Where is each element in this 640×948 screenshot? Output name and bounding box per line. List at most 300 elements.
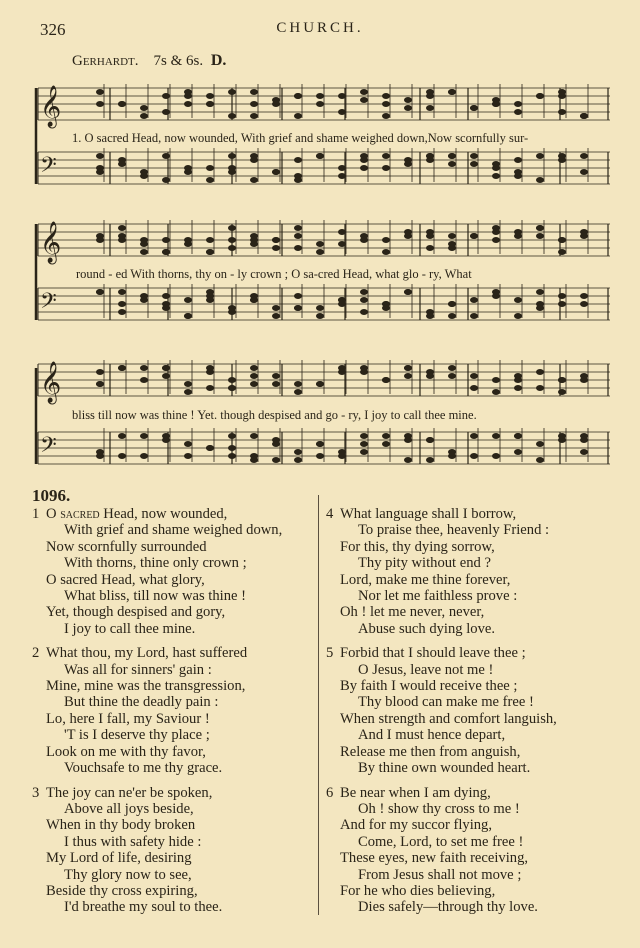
note-head <box>96 165 104 171</box>
note-head <box>514 157 522 163</box>
note-head <box>514 109 522 115</box>
stanza-text: Be near when I am dying, <box>340 784 491 801</box>
note-head <box>228 445 236 451</box>
note-head <box>360 441 368 447</box>
note-head <box>250 101 258 107</box>
stanza-text: Vouchsafe to me thy grace. <box>64 760 223 777</box>
stanza-text: And I must hence depart, <box>358 727 506 744</box>
note-head <box>558 249 566 255</box>
note-head <box>316 241 324 247</box>
stanza-line <box>326 662 557 678</box>
stanza-line <box>326 678 557 694</box>
note-head <box>580 153 588 159</box>
note-head <box>360 153 368 159</box>
note-head <box>118 301 126 307</box>
stanza-text: Abuse such dying love. <box>358 620 496 637</box>
note-head <box>448 89 456 95</box>
note-head <box>162 237 170 243</box>
note-head <box>140 113 148 119</box>
treble-clef: 𝄞 <box>40 222 62 263</box>
note-head <box>492 237 500 243</box>
note-head <box>382 237 390 243</box>
stanza-text: O sacred Head, what glory, <box>46 571 205 588</box>
note-head <box>382 377 390 383</box>
note-head <box>206 165 214 171</box>
stanza-line <box>32 522 282 538</box>
stanza <box>32 506 282 637</box>
note-head <box>228 245 236 251</box>
stanza-line <box>326 506 557 522</box>
note-head <box>228 113 236 119</box>
note-head <box>228 237 236 243</box>
running-head: CHURCH. <box>276 20 364 36</box>
note-head <box>228 433 236 439</box>
note-head <box>470 161 478 167</box>
note-head <box>272 313 280 319</box>
stanza <box>326 506 557 637</box>
stanza-line <box>326 760 557 776</box>
note-head <box>338 301 346 307</box>
stanza-number: 2 <box>32 645 40 662</box>
note-head <box>96 449 104 455</box>
note-head <box>426 309 434 315</box>
note-head <box>536 301 544 307</box>
stanza-text: My Lord of life, desiring <box>46 850 192 867</box>
stanza-text: But thine the deadly pain : <box>64 694 219 711</box>
stanza-line <box>32 711 282 727</box>
note-head <box>118 453 126 459</box>
note-head <box>558 389 566 395</box>
note-head <box>448 301 456 307</box>
note-head <box>118 225 126 231</box>
stanza-line <box>326 555 557 571</box>
note-head <box>580 437 588 443</box>
note-head <box>338 449 346 455</box>
stanza-text: Oh ! show thy cross to me ! <box>358 800 520 817</box>
bass-clef: 𝄢 <box>40 433 57 463</box>
note-head <box>250 457 258 463</box>
note-head <box>228 225 236 231</box>
stanza-line <box>326 850 557 866</box>
note-head <box>206 93 214 99</box>
note-head <box>272 169 280 175</box>
note-head <box>206 101 214 107</box>
note-head <box>228 153 236 159</box>
note-head <box>206 385 214 391</box>
stanza-text: O Jesus, leave not me ! <box>358 661 494 678</box>
note-head <box>470 453 478 459</box>
note-head <box>294 233 302 239</box>
stanza-text: From Jesus shall not move ; <box>358 866 522 883</box>
note-head <box>228 305 236 311</box>
stanza-text: Lo, here I fall, my Saviour ! <box>46 710 210 727</box>
stanza-line <box>326 867 557 883</box>
stanza-line <box>32 506 282 522</box>
note-head <box>382 249 390 255</box>
note-head <box>470 297 478 303</box>
note-head <box>162 249 170 255</box>
column-divider <box>318 495 319 915</box>
note-head <box>580 229 588 235</box>
note-head <box>558 377 566 383</box>
stanza-line <box>326 572 557 588</box>
note-head <box>492 433 500 439</box>
note-head <box>404 161 412 167</box>
note-head <box>250 177 258 183</box>
note-head <box>558 157 566 163</box>
note-head <box>382 165 390 171</box>
stanza-line <box>32 727 282 743</box>
note-head <box>140 249 148 255</box>
note-head <box>360 97 368 103</box>
note-head <box>250 89 258 95</box>
stanza-line <box>326 801 557 817</box>
note-head <box>294 157 302 163</box>
stanza-text: Forbid that I should leave thee ; <box>340 645 526 662</box>
stanza-text: The joy can ne'er be spoken, <box>46 784 213 801</box>
stanza-text: Thy blood can make me free ! <box>358 694 534 711</box>
note-head <box>492 389 500 395</box>
note-head <box>514 385 522 391</box>
note-head <box>514 101 522 107</box>
stanza-text: For this, thy dying sorrow, <box>340 538 495 555</box>
note-head <box>426 153 434 159</box>
note-head <box>470 385 478 391</box>
note-head <box>558 93 566 99</box>
note-head <box>294 457 302 463</box>
note-head <box>162 177 170 183</box>
stanza-line <box>32 678 282 694</box>
note-head <box>404 457 412 463</box>
stanza <box>32 785 282 916</box>
note-head <box>272 245 280 251</box>
note-head <box>118 289 126 295</box>
stanza-text: Oh ! let me never, never, <box>340 604 485 621</box>
stanza-text: Now scornfully surrounded <box>46 538 207 555</box>
note-head <box>448 153 456 159</box>
note-head <box>162 293 170 299</box>
note-head <box>206 445 214 451</box>
note-head <box>404 433 412 439</box>
note-head <box>184 165 192 171</box>
note-head <box>294 381 302 387</box>
note-head <box>448 233 456 239</box>
note-head <box>140 365 148 371</box>
note-head <box>580 373 588 379</box>
stanza-text: And for my succor flying, <box>340 817 492 834</box>
note-head <box>558 301 566 307</box>
note-head <box>382 101 390 107</box>
note-head <box>206 293 214 299</box>
stanza-line <box>32 850 282 866</box>
stanza-line <box>326 834 557 850</box>
note-head <box>492 161 500 167</box>
note-head <box>162 433 170 439</box>
stanza-line <box>326 817 557 833</box>
stanza-text: Come, Lord, to set me free ! <box>358 833 524 850</box>
note-head <box>206 177 214 183</box>
note-head <box>426 233 434 239</box>
page-number: 326 <box>40 20 66 39</box>
note-head <box>228 165 236 171</box>
stanza-text: These eyes, new faith receiving, <box>340 850 529 867</box>
stanza-text: Beside thy cross expiring, <box>46 882 198 899</box>
note-head <box>294 293 302 299</box>
stanza-line <box>326 645 557 661</box>
note-head <box>96 369 104 375</box>
note-head <box>294 245 302 251</box>
note-head <box>140 433 148 439</box>
note-head <box>448 313 456 319</box>
note-head <box>536 225 544 231</box>
stanza-line <box>326 785 557 801</box>
note-head <box>316 313 324 319</box>
note-head <box>250 433 258 439</box>
stanza-text: To praise thee, heavenly Friend : <box>358 522 550 539</box>
note-head <box>250 365 258 371</box>
note-head <box>184 101 192 107</box>
note-head <box>338 93 346 99</box>
note-head <box>184 297 192 303</box>
note-head <box>382 305 390 311</box>
note-head <box>316 249 324 255</box>
stanza-number: 6 <box>326 784 334 801</box>
treble-clef: 𝄞 <box>40 362 62 403</box>
note-head <box>272 101 280 107</box>
note-head <box>470 433 478 439</box>
stanza-line <box>326 711 557 727</box>
note-head <box>206 237 214 243</box>
note-head <box>272 381 280 387</box>
note-head <box>536 153 544 159</box>
note-head <box>514 449 522 455</box>
note-head <box>580 169 588 175</box>
stanza-text: Head, now wounded, <box>99 506 228 522</box>
note-head <box>514 377 522 383</box>
note-head <box>580 113 588 119</box>
stanza-line <box>32 645 282 661</box>
stanza-text: O <box>46 506 61 522</box>
stanza-line <box>32 801 282 817</box>
note-head <box>140 237 148 243</box>
stanza-line <box>32 834 282 850</box>
note-head <box>184 389 192 395</box>
note-head <box>228 385 236 391</box>
note-head <box>228 377 236 383</box>
note-head <box>338 165 346 171</box>
stanza-text: Mine, mine was the transgression, <box>46 678 246 695</box>
note-head <box>250 113 258 119</box>
note-head <box>338 241 346 247</box>
note-head <box>492 101 500 107</box>
note-head <box>162 153 170 159</box>
note-head <box>250 373 258 379</box>
note-head <box>536 289 544 295</box>
note-head <box>294 449 302 455</box>
stanza-line <box>326 694 557 710</box>
note-head <box>360 233 368 239</box>
note-head <box>294 389 302 395</box>
note-head <box>118 101 126 107</box>
note-head <box>96 381 104 387</box>
note-head <box>162 109 170 115</box>
note-head <box>184 241 192 247</box>
stanza-text: I thus with safety hide : <box>64 833 202 850</box>
note-head <box>382 113 390 119</box>
bass-clef: 𝄢 <box>40 153 57 183</box>
stanza-line <box>32 694 282 710</box>
note-head <box>448 161 456 167</box>
stanza-line <box>32 817 282 833</box>
note-head <box>96 153 104 159</box>
note-head <box>382 433 390 439</box>
note-head <box>206 249 214 255</box>
stanza-text: With thorns, thine only crown ; <box>64 555 247 572</box>
note-head <box>514 169 522 175</box>
note-head <box>184 381 192 387</box>
note-head <box>140 377 148 383</box>
note-head <box>272 237 280 243</box>
note-head <box>96 289 104 295</box>
note-head <box>272 373 280 379</box>
stanza-line <box>32 621 282 637</box>
note-head <box>404 365 412 371</box>
note-head <box>360 297 368 303</box>
note-head <box>470 105 478 111</box>
stanza-text: sacred <box>60 506 100 522</box>
stanza-line <box>326 744 557 760</box>
note-head <box>118 157 126 163</box>
note-head <box>184 441 192 447</box>
note-head <box>184 93 192 99</box>
stanza-text: What thou, my Lord, hast suffered <box>46 645 248 662</box>
note-head <box>250 297 258 303</box>
note-head <box>470 313 478 319</box>
note-head <box>316 153 324 159</box>
note-head <box>140 293 148 299</box>
note-head <box>514 433 522 439</box>
note-head <box>470 233 478 239</box>
note-head <box>492 229 500 235</box>
stanza-line <box>32 760 282 776</box>
tune-meter: 7s & 6s. <box>153 53 204 69</box>
stanza-text: Thy glory now to see, <box>64 866 192 883</box>
stanza-text: When strength and comfort languish, <box>340 710 557 727</box>
stanza-line <box>32 539 282 555</box>
note-head <box>448 373 456 379</box>
stanza-text: 'T is I deserve thy place ; <box>64 727 210 744</box>
note-head <box>338 365 346 371</box>
stanza-line <box>326 727 557 743</box>
note-head <box>426 105 434 111</box>
note-head <box>404 97 412 103</box>
stanza-line <box>326 621 557 637</box>
note-head <box>514 233 522 239</box>
note-head <box>558 237 566 243</box>
note-head <box>514 313 522 319</box>
stanzas-right-column <box>326 506 557 924</box>
note-head <box>250 381 258 387</box>
note-head <box>558 293 566 299</box>
stanza-line <box>32 899 282 915</box>
note-head <box>558 109 566 115</box>
note-head <box>316 101 324 107</box>
stanza-line <box>32 662 282 678</box>
note-head <box>338 109 346 115</box>
stanza-text: When in thy body broken <box>46 817 196 834</box>
stanza-text: For he who dies believing, <box>340 882 496 899</box>
note-head <box>316 305 324 311</box>
note-head <box>140 105 148 111</box>
stanza-line <box>32 572 282 588</box>
stanza-text: Release me then from anguish, <box>340 743 521 760</box>
note-head <box>360 433 368 439</box>
hymn-number: 1096. <box>32 486 71 505</box>
stanza-text: Look on me with thy favor, <box>46 743 206 760</box>
stanza-line <box>326 883 557 899</box>
note-head <box>294 113 302 119</box>
note-head <box>294 225 302 231</box>
stanza-line <box>326 539 557 555</box>
note-head <box>536 233 544 239</box>
stanza-line <box>326 899 557 915</box>
note-head <box>338 173 346 179</box>
stanza-line <box>326 522 557 538</box>
stanza-text: Thy pity without end ? <box>358 555 491 572</box>
stanza-line <box>32 785 282 801</box>
stanza <box>32 645 282 776</box>
note-head <box>580 301 588 307</box>
music-lyric-line-3: bliss till now was thine ! Yet. though despised and go - ry, I joy to call thee mine. <box>72 408 477 422</box>
note-head <box>96 237 104 243</box>
stanza-text: Was all for sinners' gain : <box>64 661 212 678</box>
note-head <box>184 313 192 319</box>
note-head <box>272 457 280 463</box>
note-head <box>250 153 258 159</box>
note-head <box>558 437 566 443</box>
note-head <box>404 289 412 295</box>
note-head <box>206 365 214 371</box>
stanza-line <box>32 867 282 883</box>
stanza-text: I joy to call thee mine. <box>64 620 196 637</box>
stanza-text: Above all joys beside, <box>64 800 194 817</box>
note-head <box>404 105 412 111</box>
note-head <box>162 93 170 99</box>
treble-clef: 𝄞 <box>40 86 62 127</box>
stanza-number: 3 <box>32 784 40 801</box>
stanza-line <box>326 588 557 604</box>
note-head <box>426 93 434 99</box>
note-head <box>492 377 500 383</box>
note-head <box>228 89 236 95</box>
note-head <box>492 173 500 179</box>
note-head <box>338 229 346 235</box>
stanza-number: 5 <box>326 645 334 662</box>
stanza-number: 4 <box>326 506 334 522</box>
stanza-number: 1 <box>32 506 40 522</box>
stanza-line <box>32 744 282 760</box>
stanza <box>326 785 557 916</box>
note-head <box>536 369 544 375</box>
note-head <box>118 433 126 439</box>
note-head <box>360 449 368 455</box>
stanza-text: With grief and shame weighed down, <box>64 522 283 539</box>
stanza-line <box>32 883 282 899</box>
stanza-text: By thine own wounded heart. <box>358 760 531 777</box>
stanza-text: Lord, make me thine forever, <box>340 571 511 588</box>
note-head <box>140 453 148 459</box>
note-head <box>360 309 368 315</box>
